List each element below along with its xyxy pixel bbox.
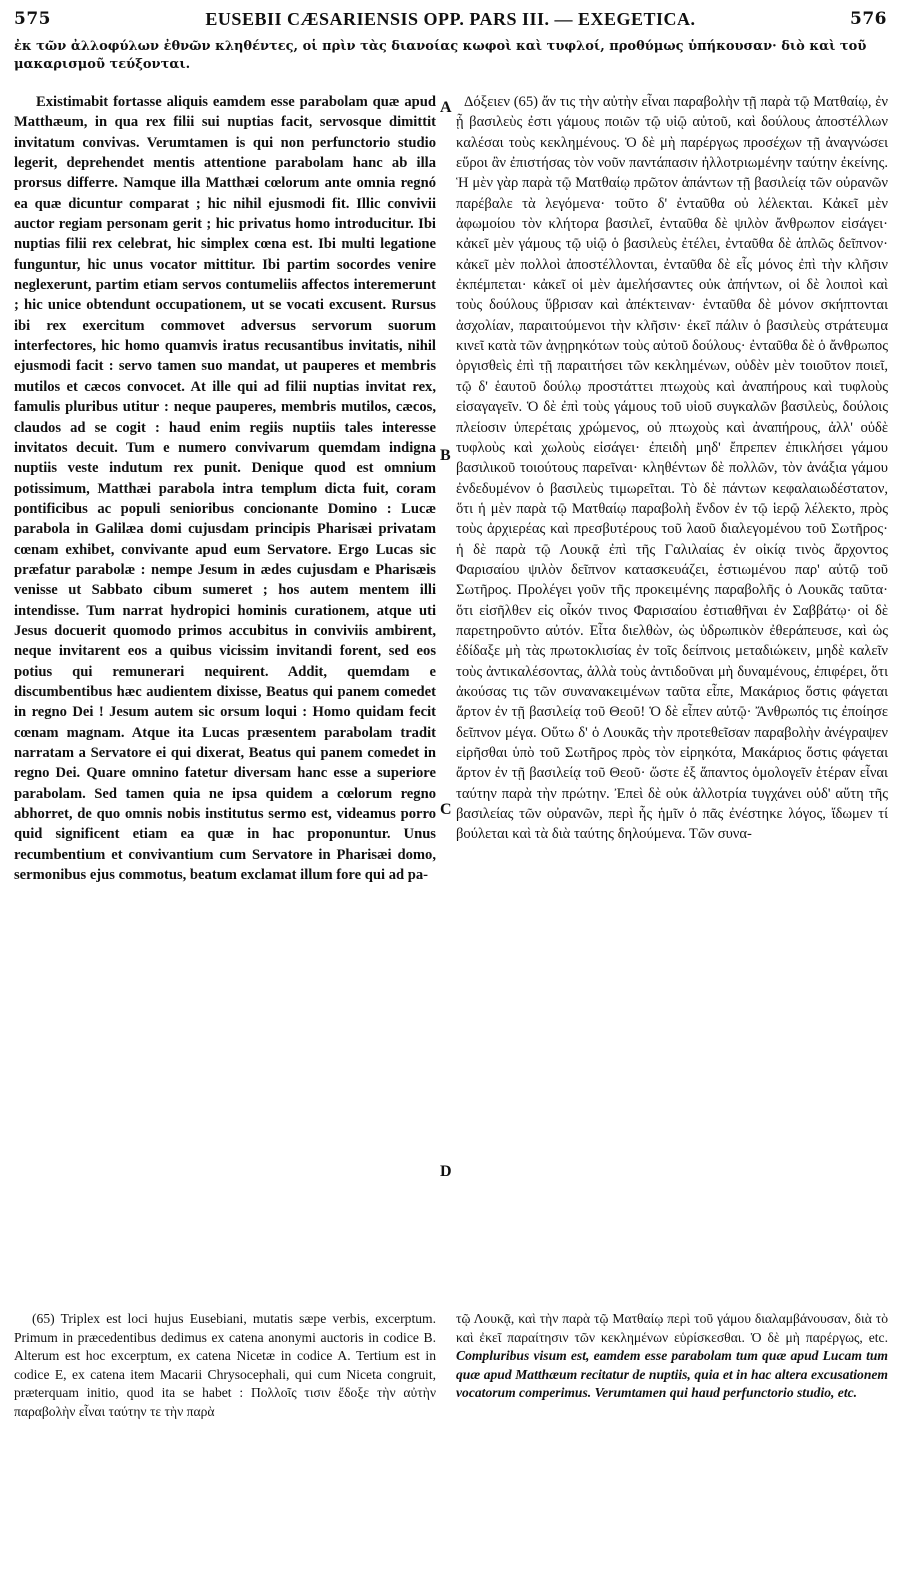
margin-letter-b: B bbox=[440, 447, 451, 464]
footnote-text: (65) Triplex est loci hujus Eusebiani, mutatis sæpe verbis, excerptum. Primum in præcedentibus dedimus ex catena anonymi auctoris in codice B. Alterum est hoc excerptum, ex catena Nicetæ in codice A. Tertium est in codice E, ex catena item Macarii Chrysocephali, qui cum Niceta congruit, præterquam initio, quod ita se habet : Πολλοῖς τισιν ἔδοξε τὴν αὐτὴν παραβολὴν εἶναι ταύτην τε τὴν παρὰ bbox=[14, 1311, 436, 1419]
margin-letter-d: D bbox=[440, 1163, 452, 1180]
footnote-latin-translation: Compluribus visum est, eamdem esse parabolam tum quæ apud Lucam tum quæ apud Matthæum recitatur de nuptiis, quia et in hac altera excusationem vocatorum comperimus. Verumtamen qui haud perfunctorio studio, etc. bbox=[456, 1348, 888, 1401]
greek-paragraph: Δόξειεν (65) ἄν τις τὴν αὐτὴν εἶναι παραβολὴν τῇ παρὰ τῷ Ματθαίῳ, ἐν ᾗ βασιλεὺς ἐστι γάμους ποιῶν τῷ υἱῷ αὐτοῦ, καὶ δούλους ἀποστέλλων καλέσαι τοὺς κεκλημένους. Ὁ δὲ μὴ παρέργως προσέχων τῇ ἀναγνώσει εὕροι ἂν ἐπιστήσας τὸν νοῦν παντάπασιν ἠλλοτριωμένην ταύτην ἐκείνης. Ἡ μὲν γὰρ παρὰ τῷ Ματθαίῳ πρῶτον ἁπάντων τῇ βασιλείᾳ τῶν οὐρανῶν παρέβαλε τὰ λεγόμενα· τοῦτο δ' ἐνταῦθα οὐ λέλεκται. Κἀκεῖ μὲν ἀφωμοίου τὸν κλήτορα βασιλεῖ, ἐνταῦθα δὲ ψιλὸν ἄνθρωπον εἰσάγει· κἀκεῖ μὲν γάμους τῷ υἱῷ ὁ βασιλεὺς ἐτέλει, ἐνταῦθα δὲ ἁπλῶς δεῖπνον· κἀκεῖ μὲν πολλοὶ ἀποστέλλονται, ἐνταῦθα δὲ εἷς μόνος ἐπὶ τὴν κλῆσιν ἐκπέμπεται· κἀκεῖ οἱ μὲν ἀμελήσαντες οὐκ ἀπήντων, οἱ δὲ λοιποὶ καὶ τοὺς δούλους ὕβρισαν καὶ ἀπέκτειναν· ἐνταῦθα δὲ μόνον σκήπτονται ἀσχολίαν, παραιτούμενοι τὴν κλῆσιν· ἐκεῖ πάλιν ὁ βασιλεὺς στράτευμα κινεῖ κατὰ τῶν ἀνῃρηκότων τοὺς αὐτοῦ δούλους· ἐνταῦθα δὲ ὁ ἄνθρωπος ὀργισθεὶς ἐπὶ τῇ παραιτήσει τῶν κεκλημένων, οὐδὲν μὲν τοιοῦτον ποιεῖ, τῷ δ' ἑαυτοῦ δούλῳ προστάττει πτωχοὺς καὶ ἀναπήρους καὶ τυφλοὺς εἰσαγαγεῖν. Ὁ δὲ ἐπὶ τοὺς γάμους τοῦ υἱοῦ συγκαλῶν βασιλεὺς, δούλοις πλείοσιν ὑπερέταις χρώμενος, οὐ πτωχοὺς καὶ ἀναπήρους, ἀλλ' οὐδὲ τυφλοὺς καὶ χωλοὺς εἰσάγει· ἐπειδὴ μηδ' ἔπρεπεν ἐπικλήσει γάμου βασιλικοῦ τοιούτους παρεῖναι· κληθέντων δὲ πολλῶν, τὸν ἀνάξια γάμου ἐνδεδυμένον ὁ βασιλεὺς τιμωρεῖται. Τὸ δὲ πάντων κεφαλαιωδέστατον, ὅτι ἡ μὲν παρὰ τῷ Ματθαίῳ παραβολὴ ἔνδον ἐν τῷ ἱερῷ λέλεκτο, πρὸς τοὺς ἀρχιερέας καὶ πρεσβυτέρους τοῦ λαοῦ διαλεγομένου τοῦ Σωτῆρος· ἡ δὲ παρὰ τῷ Λουκᾷ ἐπὶ τῆς Γαλιλαίας ἐν οἰκίᾳ τινὸς ἄρχοντος Φαρισαίου ψιλὸν δεῖπνον κατασκευάζει, ἑστιωμένου παρ' αὐτῷ τοῦ Σωτῆρος. Προλέγει γοῦν τῆς προκειμένης παραβολῆς ὁ Λουκᾶς ταῦτα· ὅτι εἰσῆλθεν εἰς οἶκόν τινος Φαρισαίου ἐστιαθῆναι ἐν Σαββάτῳ· οἱ δὲ παρετηροῦντο αὐτόν. Εἶτα διελθὼν, ὡς ὑδρωπικὸν ἐθεράπευσε, καὶ ὡς ἐδίδαξε μὴ τὰς πρωτοκλισίας ἐν τοῖς δείπνοις μεταδιώκειν, μηδὲ καλεῖν τοὺς ἀντικαλέσοντας, ἀλλὰ τοὺς ἀντιδοῦναι μὴ δυναμένους, ἐπιφέρει, ὅτι ἀκούσας τις τῶν συνανακειμένων ταῦτα εἶπε, Μακάριος ὅστις φάγεται ἄρτον ἐν τῇ βασιλείᾳ τοῦ Θεοῦ! Ὁ δὲ εἶπεν αὐτῷ· Ἄνθρωπός τις ἐποίησε δεῖπνον μέγα. Οὕτω δ' ὁ Λουκᾶς τὴν προτεθεῖσαν παραβολὴν ἀνέγραψεν εἰρῆσθαι ὑπὸ τοῦ Σωτῆρος πρὸς τὸν εἰρηκότα, Μακάριος ὅστις φάγεται ἄρτον ἐν τῇ βασιλείᾳ τοῦ Θεοῦ· ὥστε ἐξ ἅπαντος ὁμολογεῖν ἑτέραν εἶναι ταύτην παρὰ τὴν πρώτην. Ἐπεὶ δὲ οὐκ ἀλλοτρία τυγχάνει οὐδ' αὕτη τῆς βασιλείας τῶν οὐρανῶν, περὶ ἧς ἡμῖν ὁ πᾶς ἐνέστηκε λόγος, ἴδωμεν τί βούλεται καὶ τὰ διὰ ταύτης δηλούμενα. Τῶν συνα- bbox=[456, 94, 888, 843]
latin-column bbox=[14, 92, 436, 885]
running-header bbox=[14, 6, 887, 32]
greek-column bbox=[456, 92, 888, 845]
margin-letter-a: A bbox=[440, 99, 452, 116]
footnote-right bbox=[456, 1310, 888, 1403]
right-page-number: 576 bbox=[849, 9, 887, 29]
margin-letter-c: C bbox=[440, 801, 452, 818]
footnote-left bbox=[14, 1310, 436, 1422]
running-title: EUSEBII CÆSARIENSIS OPP. PARS III. — EXEGETICA. bbox=[205, 8, 696, 29]
intro-greek-line: ἐκ τῶν ἀλλοφύλων ἐθνῶν κληθέντες, οἱ πρὶν τὰς διανοίας κωφοὶ καὶ τυφλοί, προθύμως ὑπήκουσαν· διὸ καὶ τοῦ μακαρισμοῦ τεύξονται. bbox=[14, 39, 867, 72]
footnote-continuation bbox=[456, 1310, 888, 1403]
latin-paragraph: Existimabit fortasse aliquis eamdem esse parabolam quæ apud Matthæum, in qua rex filii sui nuptias facit, servosque dimittit invitatum convivas. Verumtamen is qui non perfunctorio studio legerit, deprehendet mentis attentione parabolam hanc ab illa prorsus differre. Namque illa Matthæi cœlorum ante omnia regnó ea quæ dicuntur comparat ; hic nihil ejusmodi fit. Illic convivii auctor regiam personam gerit ; hic privatus homo introducitur. Ibi nuptias filii rex celebrat, hic simplex cœna est. Ibi multi legatione funguntur, hic unus vocator mittitur. Ibi partim socordes venire neglexerunt, partim etiam servos contumeliis affectos interemerunt ; hic unice obtendunt occupationem, ut se vocati excusent. Rursus ibi rex exercitum commovet adversus servorum suorum interfectores, hic homo quamvis iratus recusantibus invitatis, nihil ejusmodi facit : servo tamen suo mandat, ut pauperes et membris mutilos et cæcos convocet. At ille qui ad filii nuptias invitat rex, famulis pluribus utitur : neque pauperes, membris mutilos, cæcos, claudos ad se cogit : haud enim regiis nuptiis tales interesse invitatos decuit. Tum e numero convivarum quemdam indigna nuptiis veste indutum rex punit. Denique quod est omnium potissimum, Matthæi parabola intra templum dicta fuit, coram pontificibus ac populi senioribus concionante Domino : Lucæ parabola in Galilæa domi cujusdam principis Pharisæi privatam cœnam exhibet, convivante apud eum Servatore. Ergo Lucas sic præfatur parabolæ : nempe Jesum in ædes cujusdam e Pharisæis venisse ut Sabbato cibum sumeret ; hos autem mentem illi intendisse. Tum narrat hydropici hominis curationem, atque uti Jesus docuerit quomodo primos accubitus in conviviis ambirent, neque invitarent eos a quibus vicissim invitandi forent, sed eos potius qui remunerari nequirent. Addit, quemdam e discumbentibus hæc audientem dixisse, Beatus qui panem comedet in regno Dei ! Jesum autem sic orsum loqui : Homo quidam fecit cœnam magnam. Atque ita Lucas præsentem parabolam tradit narratam a Servatore ei qui dixerat, Beatus qui panem comedet in regno Dei. Quare omnino fatetur diversam hanc esse a superiore parabolam. Sed tamen quia ne ipsa quidem a cœlorum regno abhorret, de quo omnis nobis institutus sermo est, videamus porro quid significent etiam ea quæ in hac proponuntur. Unus recumbentium et convivantium cum Servatore in Pharisæi domo, sermonibus ejus commotus, beatum exclamat illum fore qui ad pa- bbox=[14, 94, 436, 884]
left-page-number: 575 bbox=[14, 9, 51, 29]
footnote-greek-text: τῷ Λουκᾷ, καὶ τὴν παρὰ τῷ Ματθαίῳ περὶ τοῦ γάμου διαλαμβάνουσαν, διὰ τὸ καὶ ἐκεῖ παραίτησιν τῶν κεκλημένων εὑρίσκεσθαι. Ὁ δὲ μὴ παρέργως, etc. bbox=[456, 1311, 888, 1345]
